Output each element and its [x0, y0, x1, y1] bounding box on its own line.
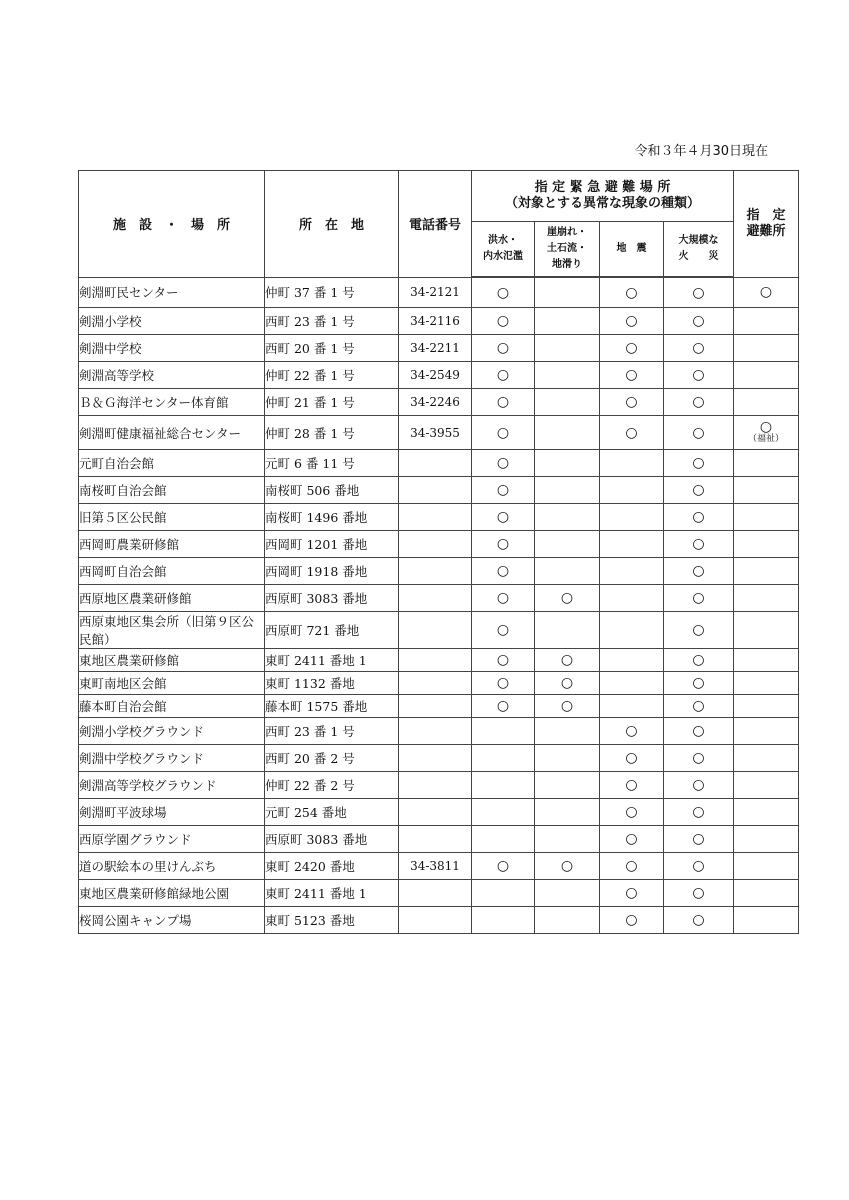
cell-phone: [399, 450, 472, 477]
header-landslide: [535, 222, 600, 278]
header-emergency-group: [472, 171, 734, 222]
header-flood-line1: 洪水・: [488, 235, 518, 246]
header-earthquake: 地 震: [600, 222, 664, 278]
cell-landslide: [535, 612, 600, 649]
table-row: [79, 799, 799, 826]
cell-fire: ○: [664, 277, 734, 308]
header-landslide-line2: 土石流・: [547, 243, 587, 254]
cell-designated: [734, 826, 799, 853]
as-of-date: 令和３年４月30日現在: [634, 144, 768, 159]
cell-earthquake: ○: [600, 718, 664, 745]
cell-flood: ○: [472, 853, 535, 880]
cell-earthquake: [600, 558, 664, 585]
cell-landslide: ○: [535, 695, 600, 718]
cell-landslide: [535, 477, 600, 504]
cell-earthquake: [600, 612, 664, 649]
cell-designated: [734, 450, 799, 477]
cell-fire: ○: [664, 826, 734, 853]
cell-flood: ○: [472, 672, 535, 695]
cell-flood: ○: [472, 308, 535, 335]
cell-address: 東町 2420 番地: [265, 853, 399, 880]
table-row: [79, 880, 799, 907]
cell-facility-name: 東地区農業研修館緑地公園: [79, 880, 265, 907]
cell-facility-name: 剣淵町民センター: [79, 277, 265, 308]
cell-fire: ○: [664, 612, 734, 649]
cell-address: 東町 2411 番地 1: [265, 880, 399, 907]
cell-fire: ○: [664, 450, 734, 477]
table-row: [79, 772, 799, 799]
cell-designated: [734, 695, 799, 718]
cell-phone: [399, 745, 472, 772]
cell-phone: [399, 695, 472, 718]
cell-designated: [734, 907, 799, 934]
table-row: [79, 477, 799, 504]
cell-flood: [472, 826, 535, 853]
cell-flood: ○: [472, 612, 535, 649]
cell-fire: ○: [664, 362, 734, 389]
cell-facility-name: 元町自治会館: [79, 450, 265, 477]
cell-fire: ○: [664, 389, 734, 416]
cell-address: 西岡町 1201 番地: [265, 531, 399, 558]
header-emergency-subtitle: （対象とする異常な現象の種類）: [505, 196, 701, 211]
cell-landslide: [535, 745, 600, 772]
header-emergency-title: 指 定 緊 急 避 難 場 所: [534, 180, 671, 195]
cell-designated: [734, 853, 799, 880]
cell-flood: ○: [472, 558, 535, 585]
cell-earthquake: [600, 531, 664, 558]
cell-designated: [734, 531, 799, 558]
cell-fire: ○: [664, 853, 734, 880]
cell-fire: ○: [664, 799, 734, 826]
cell-facility-name: 剣淵高等学校: [79, 362, 265, 389]
cell-facility-name: 剣淵小学校: [79, 308, 265, 335]
cell-designated: [734, 745, 799, 772]
table-row: [79, 745, 799, 772]
cell-facility-name: 西岡町自治会館: [79, 558, 265, 585]
cell-facility-name: 西原学園グラウンド: [79, 826, 265, 853]
cell-facility-name: 道の駅絵本の里けんぶち: [79, 853, 265, 880]
cell-landslide: ○: [535, 649, 600, 672]
cell-landslide: [535, 389, 600, 416]
header-phone: 電話番号: [399, 171, 472, 278]
cell-earthquake: ○: [600, 880, 664, 907]
table-row: [79, 907, 799, 934]
cell-landslide: [535, 558, 600, 585]
header-fire-line2: 火 災: [678, 251, 719, 262]
cell-address: 仲町 21 番 1 号: [265, 389, 399, 416]
cell-fire: ○: [664, 880, 734, 907]
cell-address: 西町 23 番 1 号: [265, 308, 399, 335]
cell-flood: [472, 880, 535, 907]
cell-earthquake: ○: [600, 799, 664, 826]
cell-designated: [734, 649, 799, 672]
cell-earthquake: [600, 672, 664, 695]
cell-phone: [399, 477, 472, 504]
cell-earthquake: ○: [600, 277, 664, 308]
cell-facility-name: 剣淵小学校グラウンド: [79, 718, 265, 745]
cell-earthquake: ○: [600, 389, 664, 416]
cell-address: 南桜町 1496 番地: [265, 504, 399, 531]
cell-earthquake: [600, 450, 664, 477]
cell-fire: ○: [664, 558, 734, 585]
table-row: [79, 853, 799, 880]
cell-address: 仲町 28 番 1 号: [265, 416, 399, 450]
table-row: [79, 672, 799, 695]
table-row: [79, 558, 799, 585]
cell-flood: ○: [472, 362, 535, 389]
cell-landslide: [535, 772, 600, 799]
cell-fire: ○: [664, 695, 734, 718]
table-row: [79, 308, 799, 335]
designated-note: （福祉）: [748, 434, 785, 444]
cell-designated: [734, 504, 799, 531]
cell-flood: ○: [472, 531, 535, 558]
cell-facility-name: 西岡町農業研修館: [79, 531, 265, 558]
cell-fire: ○: [664, 585, 734, 612]
cell-earthquake: ○: [600, 308, 664, 335]
cell-earthquake: [600, 695, 664, 718]
cell-earthquake: [600, 585, 664, 612]
header-fire: [664, 222, 734, 278]
cell-phone: 34-2246: [399, 389, 472, 416]
cell-fire: ○: [664, 649, 734, 672]
cell-phone: [399, 880, 472, 907]
cell-designated: [734, 277, 799, 308]
cell-facility-name: 西原東地区集会所（旧第９区公民館）: [79, 612, 265, 649]
table-row: [79, 826, 799, 853]
cell-flood: ○: [472, 649, 535, 672]
cell-landslide: [535, 718, 600, 745]
cell-address: 西岡町 1918 番地: [265, 558, 399, 585]
cell-landslide: [535, 826, 600, 853]
cell-fire: ○: [664, 907, 734, 934]
cell-address: 西原町 3083 番地: [265, 585, 399, 612]
header-designated-line1: 指 定: [746, 207, 786, 223]
cell-designated: [734, 718, 799, 745]
cell-landslide: [535, 362, 600, 389]
header-flood-line2: 内水氾濫: [483, 251, 523, 262]
table-row: [79, 389, 799, 416]
cell-facility-name: 東町南地区会館: [79, 672, 265, 695]
table-row: [79, 450, 799, 477]
designated-mark: ○: [759, 419, 773, 435]
cell-flood: ○: [472, 504, 535, 531]
table-row: [79, 335, 799, 362]
cell-flood: [472, 745, 535, 772]
cell-fire: ○: [664, 504, 734, 531]
cell-designated: [734, 389, 799, 416]
table-row: [79, 277, 799, 308]
cell-designated: [734, 672, 799, 695]
cell-designated: [734, 362, 799, 389]
cell-flood: [472, 907, 535, 934]
table-row: [79, 531, 799, 558]
header-flood: [472, 222, 535, 278]
cell-designated: [734, 477, 799, 504]
cell-phone: [399, 772, 472, 799]
header-designated: [734, 171, 799, 278]
cell-earthquake: [600, 504, 664, 531]
header-designated-line2: 避難所: [746, 223, 786, 239]
table-row: [79, 695, 799, 718]
cell-phone: [399, 612, 472, 649]
cell-earthquake: ○: [600, 362, 664, 389]
cell-landslide: ○: [535, 672, 600, 695]
cell-phone: [399, 799, 472, 826]
cell-address: 仲町 37 番 1 号: [265, 277, 399, 308]
cell-landslide: ○: [535, 853, 600, 880]
designated-mark: ○: [759, 284, 773, 301]
cell-designated: [734, 799, 799, 826]
cell-designated: [734, 416, 799, 450]
cell-facility-name: 藤本町自治会館: [79, 695, 265, 718]
cell-earthquake: ○: [600, 772, 664, 799]
cell-facility-name: 旧第５区公民館: [79, 504, 265, 531]
cell-designated: [734, 558, 799, 585]
table-row: [79, 362, 799, 389]
cell-address: 西原町 3083 番地: [265, 826, 399, 853]
cell-phone: 34-3955: [399, 416, 472, 450]
cell-phone: [399, 585, 472, 612]
cell-phone: 34-2121: [399, 277, 472, 308]
cell-fire: ○: [664, 335, 734, 362]
cell-address: 西原町 721 番地: [265, 612, 399, 649]
cell-earthquake: ○: [600, 826, 664, 853]
cell-address: 東町 2411 番地 1: [265, 649, 399, 672]
cell-flood: ○: [472, 477, 535, 504]
cell-designated: [734, 880, 799, 907]
header-fire-line1: 大規模な: [678, 235, 719, 246]
table-row: [79, 416, 799, 450]
cell-address: 西町 20 番 1 号: [265, 335, 399, 362]
cell-address: 西町 20 番 2 号: [265, 745, 399, 772]
cell-address: 南桜町 506 番地: [265, 477, 399, 504]
cell-landslide: [535, 308, 600, 335]
evacuation-sites-table: [78, 170, 799, 934]
cell-designated: [734, 585, 799, 612]
cell-landslide: [535, 450, 600, 477]
table-row: [79, 585, 799, 612]
cell-landslide: [535, 416, 600, 450]
cell-fire: ○: [664, 531, 734, 558]
cell-landslide: ○: [535, 585, 600, 612]
cell-fire: ○: [664, 477, 734, 504]
cell-fire: ○: [664, 718, 734, 745]
cell-facility-name: 剣淵中学校グラウンド: [79, 745, 265, 772]
cell-phone: [399, 649, 472, 672]
header-facility: 施 設 ・ 場 所: [79, 171, 265, 278]
cell-facility-name: 西原地区農業研修館: [79, 585, 265, 612]
cell-flood: [472, 799, 535, 826]
cell-address: 元町 6 番 11 号: [265, 450, 399, 477]
cell-flood: ○: [472, 695, 535, 718]
cell-facility-name: 剣淵町平波球場: [79, 799, 265, 826]
cell-earthquake: ○: [600, 745, 664, 772]
cell-fire: ○: [664, 416, 734, 450]
cell-fire: ○: [664, 672, 734, 695]
cell-fire: ○: [664, 308, 734, 335]
cell-phone: 34-2549: [399, 362, 472, 389]
cell-designated: [734, 772, 799, 799]
cell-phone: [399, 558, 472, 585]
cell-phone: 34-3811: [399, 853, 472, 880]
cell-fire: ○: [664, 772, 734, 799]
table-body: [79, 277, 799, 934]
cell-landslide: [535, 880, 600, 907]
table-header: [79, 171, 799, 278]
cell-landslide: [535, 504, 600, 531]
cell-facility-name: 剣淵高等学校グラウンド: [79, 772, 265, 799]
cell-landslide: [535, 799, 600, 826]
cell-earthquake: ○: [600, 907, 664, 934]
cell-designated: [734, 612, 799, 649]
table-row: [79, 649, 799, 672]
cell-flood: ○: [472, 450, 535, 477]
cell-earthquake: [600, 477, 664, 504]
cell-earthquake: ○: [600, 416, 664, 450]
cell-phone: [399, 504, 472, 531]
cell-facility-name: 東地区農業研修館: [79, 649, 265, 672]
cell-facility-name: 剣淵町健康福祉総合センター: [79, 416, 265, 450]
cell-phone: [399, 531, 472, 558]
cell-flood: ○: [472, 335, 535, 362]
cell-address: 元町 254 番地: [265, 799, 399, 826]
cell-flood: ○: [472, 277, 535, 308]
header-location: 所 在 地: [265, 171, 399, 278]
cell-earthquake: ○: [600, 335, 664, 362]
cell-phone: 34-2211: [399, 335, 472, 362]
cell-address: 東町 5123 番地: [265, 907, 399, 934]
cell-facility-name: 剣淵中学校: [79, 335, 265, 362]
cell-facility-name: 桜岡公園キャンプ場: [79, 907, 265, 934]
cell-designated: [734, 335, 799, 362]
cell-landslide: [535, 277, 600, 308]
cell-flood: ○: [472, 416, 535, 450]
cell-designated: [734, 308, 799, 335]
header-landslide-line3: 地滑り: [552, 259, 582, 270]
cell-phone: [399, 826, 472, 853]
cell-flood: ○: [472, 389, 535, 416]
cell-facility-name: 南桜町自治会館: [79, 477, 265, 504]
cell-phone: [399, 718, 472, 745]
cell-flood: ○: [472, 585, 535, 612]
cell-phone: [399, 907, 472, 934]
cell-earthquake: [600, 649, 664, 672]
cell-address: 東町 1132 番地: [265, 672, 399, 695]
cell-earthquake: ○: [600, 853, 664, 880]
cell-landslide: [535, 335, 600, 362]
cell-flood: [472, 718, 535, 745]
cell-address: 藤本町 1575 番地: [265, 695, 399, 718]
table-row: [79, 612, 799, 649]
table-row: [79, 718, 799, 745]
cell-flood: [472, 772, 535, 799]
cell-phone: 34-2116: [399, 308, 472, 335]
cell-landslide: [535, 907, 600, 934]
cell-facility-name: Ｂ＆Ｇ海洋センター体育館: [79, 389, 265, 416]
cell-address: 仲町 22 番 2 号: [265, 772, 399, 799]
cell-phone: [399, 672, 472, 695]
cell-landslide: [535, 531, 600, 558]
cell-address: 西町 23 番 1 号: [265, 718, 399, 745]
cell-address: 仲町 22 番 1 号: [265, 362, 399, 389]
cell-fire: ○: [664, 745, 734, 772]
table-row: [79, 504, 799, 531]
header-landslide-line1: 崖崩れ・: [547, 227, 587, 238]
